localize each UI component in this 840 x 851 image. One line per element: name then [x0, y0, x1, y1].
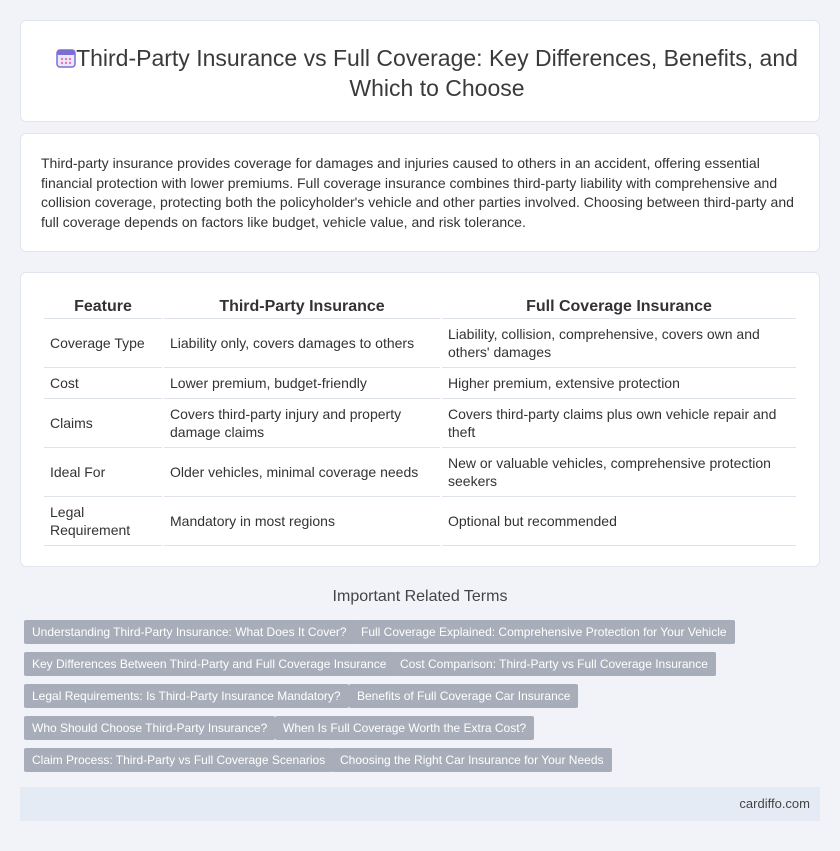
related-term-tag[interactable]: Who Should Choose Third-Party Insurance? — [24, 716, 275, 740]
page-title: Third-Party Insurance vs Full Coverage: Key Differences, Benefits, and Which to Choose — [76, 45, 798, 101]
table-cell: Ideal For — [44, 448, 162, 497]
related-terms-heading: Important Related Terms — [332, 588, 508, 605]
summary-card — [20, 133, 820, 252]
table-cell: Lower premium, budget-friendly — [164, 368, 440, 399]
table-row — [44, 497, 796, 546]
table-cell: Claims — [44, 399, 162, 448]
footer-site-name[interactable]: cardiffo.com — [739, 796, 810, 811]
table-cell: Optional but recommended — [442, 497, 796, 546]
table-cell: Liability, collision, comprehensive, covers own and others' damages — [442, 319, 796, 368]
table-cell: Liability only, covers damages to others — [164, 319, 440, 368]
header-third-party: Third-Party Insurance — [164, 293, 440, 319]
header-full-coverage: Full Coverage Insurance — [442, 293, 796, 319]
related-term-tag[interactable]: Key Differences Between Third-Party and Full Coverage Insurance — [24, 652, 394, 676]
related-term-tag[interactable]: Legal Requirements: Is Third-Party Insurance Mandatory? — [24, 684, 349, 708]
table-row — [44, 399, 796, 448]
table-row — [44, 448, 796, 497]
title-card — [20, 20, 820, 122]
table-row — [44, 319, 796, 368]
footer — [20, 787, 820, 821]
table-cell: Coverage Type — [44, 319, 162, 368]
table-cell: Covers third-party claims plus own vehicle repair and theft — [442, 399, 796, 448]
table-cell: Higher premium, extensive protection — [442, 368, 796, 399]
table-cell: New or valuable vehicles, comprehensive protection seekers — [442, 448, 796, 497]
table-header-row — [44, 293, 796, 319]
table-cell: Legal Requirement — [44, 497, 162, 546]
table-cell: Mandatory in most regions — [164, 497, 440, 546]
table-cell: Covers third-party injury and property damage claims — [164, 399, 440, 448]
header-feature: Feature — [44, 293, 162, 319]
related-term-tag[interactable]: Understanding Third-Party Insurance: What Does It Cover? — [24, 620, 355, 644]
comparison-table-card — [20, 272, 820, 567]
table-row — [44, 368, 796, 399]
comparison-table — [42, 293, 798, 546]
related-term-tag[interactable]: Full Coverage Explained: Comprehensive Protection for Your Vehicle — [353, 620, 735, 644]
related-term-tag[interactable]: Choosing the Right Car Insurance for Your Needs — [332, 748, 612, 772]
table-cell: Older vehicles, minimal coverage needs — [164, 448, 440, 497]
related-term-tag[interactable]: When Is Full Coverage Worth the Extra Cost? — [275, 716, 534, 740]
related-term-tag[interactable]: Claim Process: Third-Party vs Full Coverage Scenarios — [24, 748, 333, 772]
related-term-tag[interactable]: Cost Comparison: Third-Party vs Full Coverage Insurance — [392, 652, 716, 676]
summary-text: Third-party insurance provides coverage for damages and injuries caused to others in an accident, offering essential financial protection with lower premiums. Full coverage insurance combines third-party liability with comprehensive and collision coverage, protecting both the policyholder's vehicle and other parties involved. Choosing between third-party and full coverage depends on factors like budget, vehicle value, and risk tolerance. — [41, 155, 794, 230]
related-term-tag[interactable]: Benefits of Full Coverage Car Insurance — [349, 684, 578, 708]
table-cell: Cost — [44, 368, 162, 399]
